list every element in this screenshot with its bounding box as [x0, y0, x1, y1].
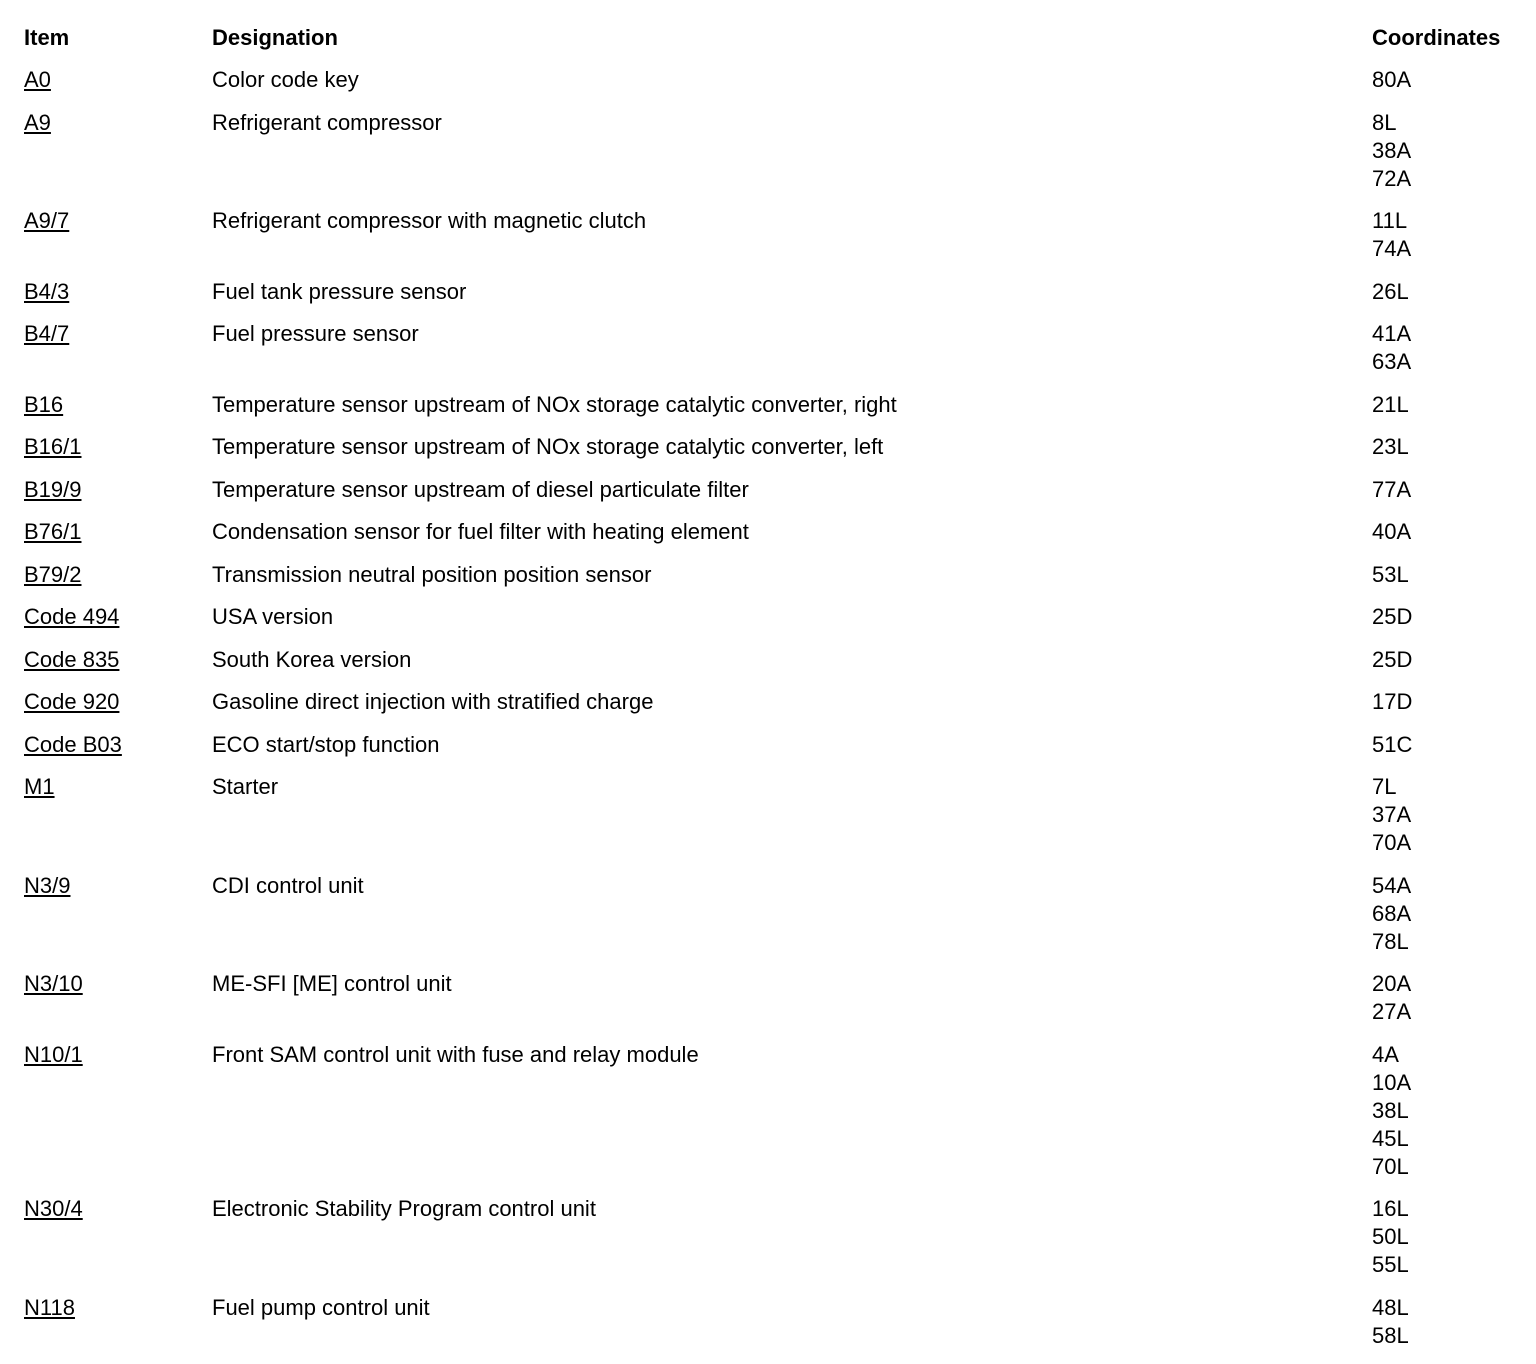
coordinate-list: [1372, 872, 1522, 956]
table-header: [0, 24, 1536, 54]
item-designation: Electronic Stability Program control unit: [212, 1196, 596, 1221]
table-row: [0, 561, 1536, 604]
coordinate-value: 37A: [1372, 802, 1412, 827]
table-row: [0, 320, 1536, 391]
coordinate-value: 68A: [1372, 900, 1412, 926]
item-link[interactable]: Code 920: [24, 689, 120, 714]
coordinate-value: 80A: [1372, 67, 1412, 92]
coordinate-value: 58L: [1372, 1322, 1409, 1348]
header-designation: Designation: [212, 25, 338, 50]
coordinate-value: 27A: [1372, 999, 1412, 1024]
coordinate-value: 23L: [1372, 434, 1409, 459]
header-item: Item: [24, 25, 70, 50]
coordinate-list: [1372, 476, 1522, 504]
coordinate-value: 25D: [1372, 646, 1413, 672]
table-row: [0, 1294, 1536, 1364]
item-designation: Starter: [212, 774, 279, 799]
coordinate-value: 20A: [1372, 971, 1412, 996]
item-designation: ME-SFI [ME] control unit: [212, 971, 452, 996]
table-row: [0, 970, 1536, 1041]
item-designation: ECO start/stop function: [212, 731, 440, 757]
coordinate-list: [1372, 561, 1522, 589]
item-link[interactable]: A0: [24, 67, 51, 92]
item-link[interactable]: B16/1: [24, 434, 82, 459]
coordinate-list: [1372, 1041, 1522, 1181]
item-designation: Gasoline direct injection with stratified charge: [212, 689, 654, 714]
table-row: [0, 391, 1536, 434]
item-designation: Condensation sensor for fuel filter with heating element: [212, 519, 749, 544]
coordinate-list: [1372, 391, 1522, 419]
coordinate-list: [1372, 731, 1522, 759]
coordinate-value: 41A: [1372, 321, 1412, 346]
coordinate-value: 40A: [1372, 519, 1412, 544]
table-row: [0, 278, 1536, 321]
coordinate-list: [1372, 433, 1522, 461]
item-link[interactable]: A9/7: [24, 208, 70, 233]
coordinate-value: 55L: [1372, 1252, 1409, 1277]
coordinate-value: 38L: [1372, 1097, 1409, 1123]
coordinate-list: [1372, 278, 1522, 306]
coordinate-value: 53L: [1372, 561, 1409, 587]
table-row: [0, 433, 1536, 476]
table-row: [0, 603, 1536, 646]
coordinate-value: 72A: [1372, 165, 1412, 191]
table-row: [0, 872, 1536, 971]
coordinate-value: 16L: [1372, 1196, 1409, 1221]
coordinate-list: [1372, 1195, 1522, 1279]
item-designation: Color code key: [212, 67, 359, 92]
coordinate-value: 26L: [1372, 278, 1409, 304]
item-link[interactable]: B19/9: [24, 476, 82, 502]
table-row: [0, 1041, 1536, 1196]
item-link[interactable]: N3/9: [24, 872, 71, 898]
item-link[interactable]: N118: [24, 1294, 75, 1320]
coordinate-list: [1372, 970, 1522, 1026]
coordinate-list: [1372, 207, 1522, 263]
coordinate-value: 51C: [1372, 731, 1413, 757]
coordinate-value: 11L: [1372, 208, 1408, 233]
item-designation: South Korea version: [212, 646, 412, 672]
item-designation: Refrigerant compressor: [212, 109, 442, 135]
coordinate-value: 38A: [1372, 137, 1412, 163]
coordinate-value: 21L: [1372, 391, 1409, 417]
item-designation: Temperature sensor upstream of NOx storage catalytic converter, left: [212, 434, 884, 459]
coordinate-value: 63A: [1372, 349, 1412, 374]
coordinate-value: 48L: [1372, 1294, 1409, 1320]
item-designation: Fuel tank pressure sensor: [212, 278, 467, 304]
item-designation: USA version: [212, 604, 334, 629]
table-row: [0, 646, 1536, 689]
item-link[interactable]: B4/7: [24, 321, 70, 346]
table-row: [0, 109, 1536, 208]
item-designation: Fuel pressure sensor: [212, 321, 419, 346]
item-designation: Front SAM control unit with fuse and relay module: [212, 1041, 699, 1067]
coordinate-value: 78L: [1372, 928, 1409, 954]
item-designation: Temperature sensor upstream of diesel particulate filter: [212, 476, 749, 502]
table-row: [0, 207, 1536, 278]
coordinate-value: 17D: [1372, 689, 1413, 714]
item-link[interactable]: B4/3: [24, 278, 70, 304]
header-coordinates: Coordinates: [1372, 25, 1501, 50]
coordinate-value: 74A: [1372, 236, 1412, 261]
table-row: [0, 66, 1536, 109]
table-row: [0, 1195, 1536, 1294]
table-body: [0, 66, 1536, 1364]
item-link[interactable]: Code 835: [24, 646, 120, 672]
item-link[interactable]: Code B03: [24, 731, 122, 757]
coordinate-list: [1372, 646, 1522, 674]
coordinate-value: 50L: [1372, 1224, 1409, 1249]
coordinate-value: 54A: [1372, 872, 1412, 898]
item-link[interactable]: B76/1: [24, 519, 82, 544]
coordinate-value: 77A: [1372, 476, 1412, 502]
coordinate-value: 70A: [1372, 830, 1412, 855]
table-row: [0, 518, 1536, 561]
coordinate-value: 45L: [1372, 1125, 1409, 1151]
coordinate-list: [1372, 1294, 1522, 1350]
item-designation: Temperature sensor upstream of NOx storage catalytic converter, right: [212, 391, 897, 417]
item-designation: Refrigerant compressor with magnetic clutch: [212, 208, 647, 233]
table-row: [0, 688, 1536, 731]
coordinate-list: [1372, 66, 1522, 94]
coordinate-value: 70L: [1372, 1153, 1409, 1179]
coordinate-value: 7L: [1372, 774, 1397, 799]
item-link[interactable]: B79/2: [24, 561, 82, 587]
item-link[interactable]: N10/1: [24, 1041, 83, 1067]
item-link[interactable]: B16: [24, 391, 64, 417]
coordinate-value: 4A: [1372, 1041, 1399, 1067]
item-designation: Transmission neutral position position sensor: [212, 561, 652, 587]
item-link[interactable]: N30/4: [24, 1196, 83, 1221]
coordinate-value: 8L: [1372, 109, 1397, 135]
item-designation: CDI control unit: [212, 872, 364, 898]
item-link[interactable]: M1: [24, 774, 55, 799]
coordinate-list: [1372, 773, 1522, 857]
coordinate-value: 25D: [1372, 604, 1413, 629]
table-row: [0, 731, 1536, 774]
table-row: [0, 773, 1536, 872]
item-link[interactable]: N3/10: [24, 971, 83, 996]
table-row: [0, 476, 1536, 519]
item-link[interactable]: A9: [24, 109, 51, 135]
coordinate-list: [1372, 320, 1522, 376]
coordinate-list: [1372, 603, 1522, 631]
item-link[interactable]: Code 494: [24, 604, 120, 629]
coordinate-value: 10A: [1372, 1069, 1412, 1095]
coordinate-list: [1372, 109, 1522, 193]
item-designation: Fuel pump control unit: [212, 1294, 430, 1320]
coordinate-list: [1372, 518, 1522, 546]
coordinate-list: [1372, 688, 1522, 716]
